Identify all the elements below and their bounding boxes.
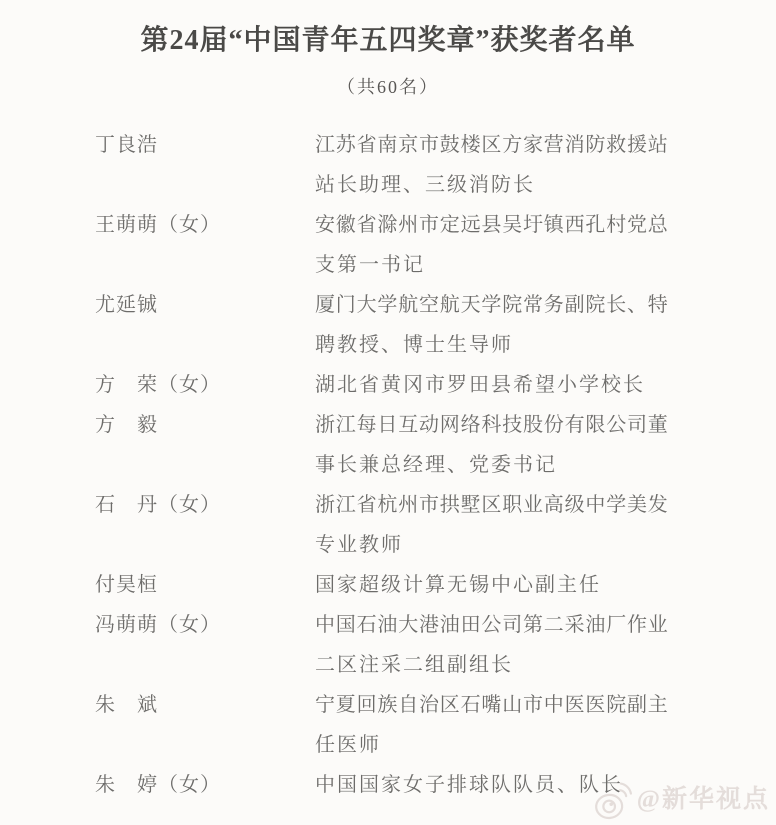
awardee-name: 王萌萌（女） (95, 214, 221, 236)
page-subtitle: （共60名） (337, 77, 439, 97)
awardee-desc-line: 支第一书记 (315, 254, 425, 276)
awardee-desc-line: 事长兼总经理、党委书记 (315, 454, 557, 476)
awardee-desc (315, 565, 669, 605)
awardee-desc (315, 485, 669, 565)
awardee-name: 石 丹（女） (95, 494, 221, 516)
awardee-name: 付昊桓 (95, 574, 158, 596)
watermark-handle: @新华视点 (636, 786, 770, 813)
list-item (0, 125, 776, 205)
awardee-desc (315, 405, 669, 485)
list-item (0, 365, 776, 405)
awardee-desc-line: 二区注采二组副组长 (315, 654, 513, 676)
list-item (0, 405, 776, 485)
list-item (0, 605, 776, 685)
awardee-desc-line: 安徽省滁州市定远县吴圩镇西孔村党总 (315, 214, 669, 236)
awardee-desc-line: 浙江省杭州市拱墅区职业高级中学美发 (315, 494, 669, 516)
list-item (0, 205, 776, 285)
awardee-list (0, 125, 776, 805)
awardee-name: 尤延铖 (95, 294, 158, 316)
awardee-name: 方 毅 (95, 414, 158, 436)
awardee-name: 丁良浩 (95, 134, 158, 156)
awardee-desc (315, 205, 669, 285)
awardee-desc-line: 中国石油大港油田公司第二采油厂作业 (315, 614, 669, 636)
awardee-desc-line: 湖北省黄冈市罗田县希望小学校长 (315, 374, 645, 396)
page-title: 第24届“中国青年五四奖章”获奖者名单 (140, 25, 636, 56)
awardee-desc-line: 专业教师 (315, 534, 403, 556)
awardee-desc-line: 浙江每日互动网络科技股份有限公司董 (315, 414, 669, 436)
watermark (593, 779, 770, 821)
list-item (0, 685, 776, 765)
list-item (0, 565, 776, 605)
awardee-desc-line: 厦门大学航空航天学院常务副院长、特 (315, 294, 669, 316)
awardee-name: 朱 斌 (95, 694, 158, 716)
awardee-desc-line: 江苏省南京市鼓楼区方家营消防救援站 (315, 134, 669, 156)
awardee-desc-line: 聘教授、博士生导师 (315, 334, 513, 356)
awardee-desc-line: 宁夏回族自治区石嘴山市中医医院副主 (315, 694, 669, 716)
awardee-desc (315, 605, 669, 685)
awardee-desc (315, 685, 669, 765)
weibo-icon (593, 779, 633, 821)
awardee-desc (315, 365, 669, 405)
awardee-desc-line: 站长助理、三级消防长 (315, 174, 535, 196)
awardee-name: 冯萌萌（女） (95, 614, 221, 636)
awardee-name: 方 荣（女） (95, 374, 221, 396)
awardee-desc (315, 125, 669, 205)
awardee-desc-line: 中国国家女子排球队队员、队长 (315, 774, 623, 796)
list-item (0, 485, 776, 565)
awardee-desc (315, 285, 669, 365)
list-item (0, 285, 776, 365)
awardee-desc-line: 任医师 (315, 734, 381, 756)
awardee-desc-line: 国家超级计算无锡中心副主任 (315, 574, 601, 596)
awardee-name: 朱 婷（女） (95, 774, 221, 796)
